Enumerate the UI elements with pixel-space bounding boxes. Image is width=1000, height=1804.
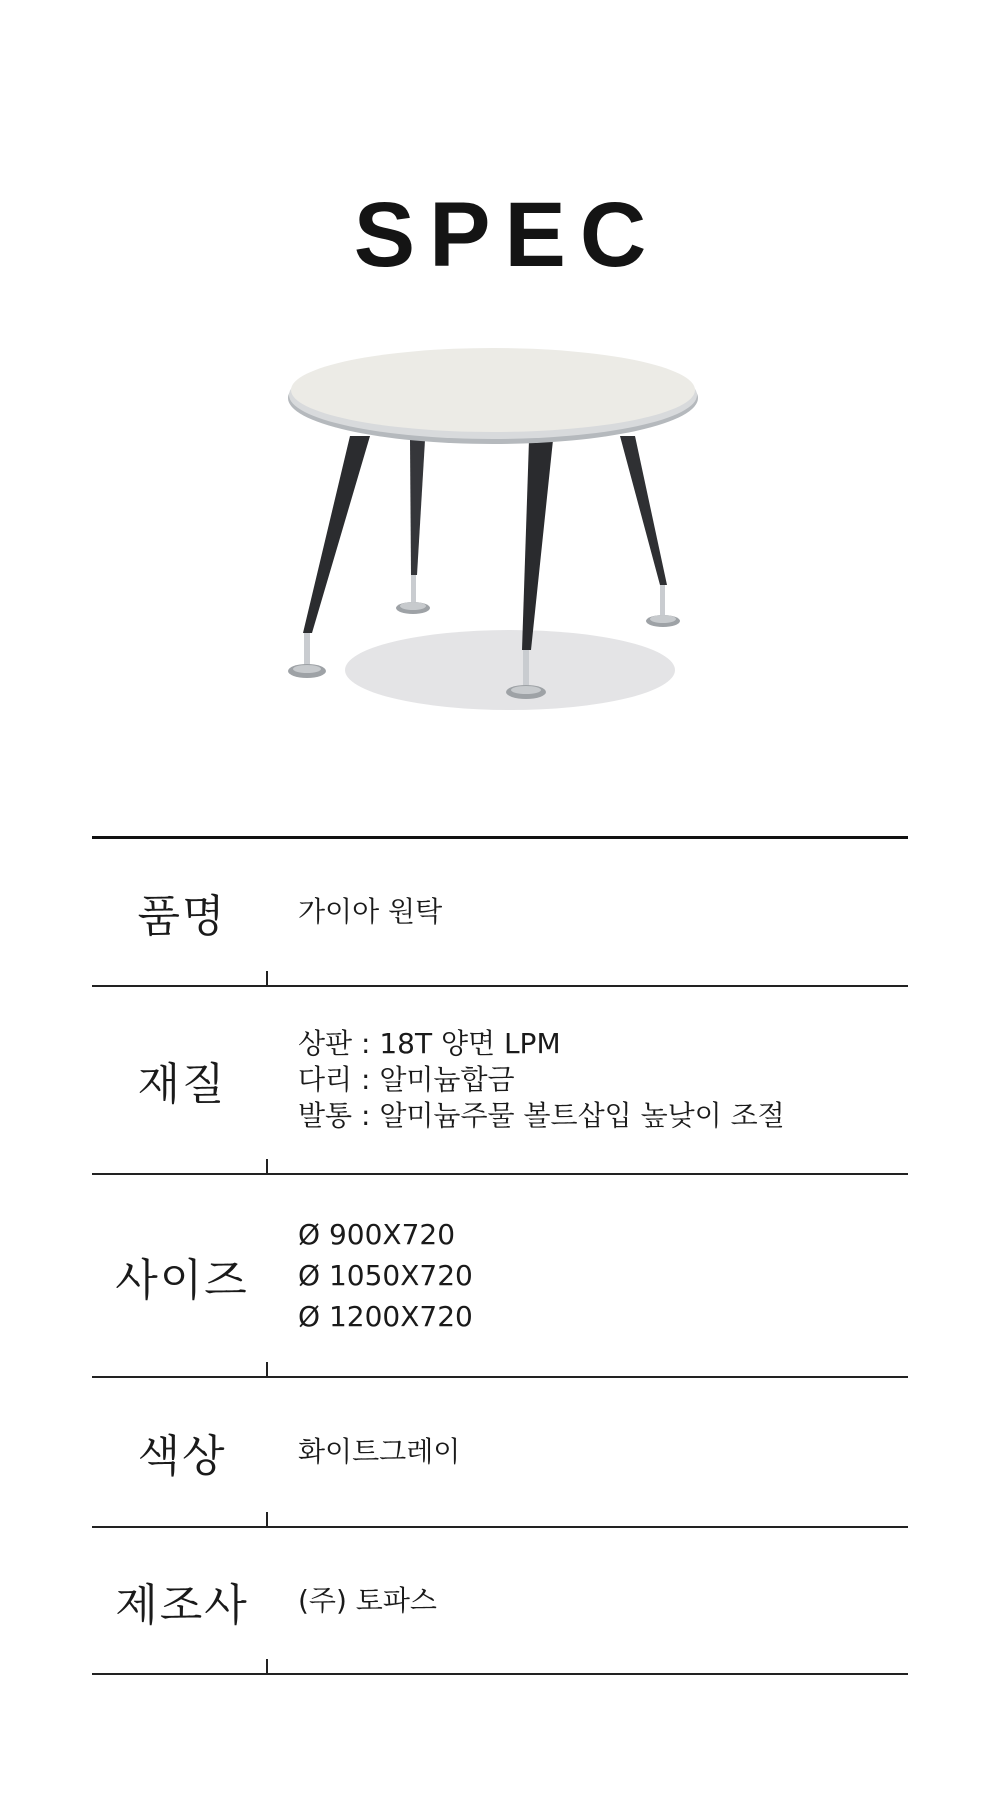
spec-label-size: 사이즈 [115,1254,249,1306]
spec-label-maker: 제조사 [115,1579,249,1631]
table-leg [288,436,370,678]
spec-value-line: Ø 1200X720 [298,1300,473,1333]
table-leg [396,440,430,614]
spec-value-line: 다리 : 알미늄합금 [298,1063,515,1096]
spec-label-material: 재질 [137,1059,227,1110]
table-shadow [345,630,675,710]
spec-value-line: Ø 900X720 [298,1218,456,1251]
spec-value-size [272,1214,908,1337]
spec-value-color [272,1434,908,1470]
spec-row-material [92,987,908,1175]
spec-value-maker [272,1583,908,1619]
page-title: SPEC [353,184,661,286]
spec-value-line: 상판 : 18T 양면 LPM [298,1027,561,1060]
spec-table [92,836,908,1675]
spec-value-line: Ø 1050X720 [298,1259,473,1292]
round-table-image [275,340,725,740]
spec-value-line: 가이아 원탁 [298,895,443,928]
spec-value-line: 발통 : 알미늄주물 볼트삽입 높낮이 조절 [298,1099,785,1132]
spec-label-color: 색상 [137,1431,227,1482]
table-top [291,348,695,432]
spec-value-line: 화이트그레이 [298,1435,461,1468]
spec-label-name: 품명 [137,891,227,942]
spec-value-name [272,894,908,930]
spec-row-maker [92,1528,908,1675]
spec-row-color [92,1378,908,1528]
table-leg [620,436,680,627]
spec-row-size [92,1175,908,1378]
spec-value-material [272,1026,908,1134]
spec-value-line: (주) 토파스 [298,1583,437,1617]
spec-row-name [92,839,908,987]
